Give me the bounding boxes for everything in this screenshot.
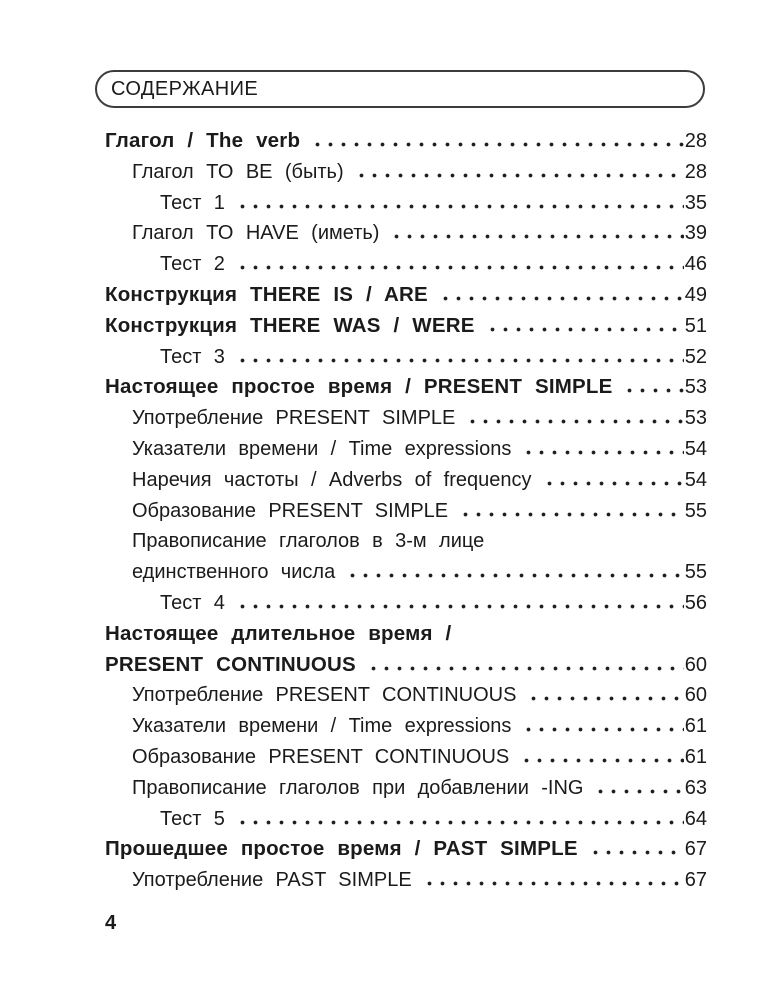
toc-entry	[105, 557, 707, 588]
toc-page-number: 51	[684, 314, 707, 337]
dot-leader	[621, 388, 683, 393]
toc-page-number: 35	[684, 191, 707, 214]
toc-entry-title: Тест 2	[160, 253, 225, 276]
dot-leader	[520, 727, 683, 732]
toc-entry-title: Тест 4	[160, 591, 225, 614]
toc-entry-title: Тест 1	[160, 191, 225, 214]
dot-leader	[464, 419, 683, 424]
dot-leader	[234, 204, 684, 209]
toc-entry-title: Указатели времени / Time expressions	[132, 715, 512, 738]
toc-page-number: 54	[684, 437, 707, 460]
toc-entry-title: Тест 3	[160, 345, 225, 368]
toc-entry	[105, 588, 707, 619]
toc-entry-title: Употребление PAST SIMPLE	[132, 869, 412, 892]
toc-entry	[105, 496, 707, 527]
toc-entry-title: Глагол TO HAVE (иметь)	[132, 222, 380, 245]
toc-page-number: 61	[684, 745, 707, 768]
dot-leader	[437, 296, 684, 301]
toc-entry	[105, 865, 707, 896]
contents-title: СОДЕРЖАНИЕ	[111, 77, 259, 100]
dot-leader	[592, 789, 683, 794]
toc-entry-title: Глагол TO BE (быть)	[132, 160, 344, 183]
dot-leader	[353, 173, 684, 178]
toc-entry	[105, 804, 707, 835]
toc-page-number: 55	[684, 561, 707, 584]
dot-leader	[520, 450, 683, 455]
dot-leader	[309, 142, 684, 147]
toc-entry-title: PRESENT CONTINUOUS	[105, 652, 356, 676]
folio-page-number: 4	[105, 912, 117, 934]
toc-entry-title: Правописание глаголов при добавлении -ING	[132, 776, 584, 799]
dot-leader	[457, 512, 684, 517]
toc-entry	[105, 680, 707, 711]
toc-entry	[105, 434, 707, 465]
toc-entry	[105, 311, 707, 342]
toc-page-number: 52	[684, 345, 707, 368]
dot-leader	[234, 604, 684, 609]
dot-leader	[234, 265, 684, 270]
toc-list	[105, 126, 707, 896]
toc-entry-title: Наречия частоты / Adverbs of frequency	[132, 468, 532, 491]
dot-leader	[541, 481, 684, 486]
toc-entry	[105, 218, 707, 249]
toc-page-number: 63	[684, 776, 707, 799]
toc-page-number: 55	[684, 499, 707, 522]
toc-entry	[105, 280, 707, 311]
toc-entry	[105, 711, 707, 742]
toc-entry-title: Употребление PRESENT CONTINUOUS	[132, 684, 517, 707]
toc-entry	[105, 742, 707, 773]
toc-entry-title: Образование PRESENT CONTINUOUS	[132, 745, 510, 768]
toc-entry	[105, 526, 707, 557]
dot-leader	[518, 758, 684, 763]
dot-leader	[421, 881, 684, 886]
toc-entry-title: Тест 5	[160, 807, 225, 830]
dot-leader	[234, 820, 684, 825]
toc-entry	[105, 249, 707, 280]
contents-header-box	[95, 70, 705, 108]
toc-entry-title: единственного числа	[132, 561, 336, 584]
toc-page-number: 64	[684, 807, 707, 830]
toc-entry-title: Настоящее длительное время /	[105, 621, 452, 645]
dot-leader	[525, 696, 683, 701]
dot-leader	[344, 573, 684, 578]
toc-entry-title: Употребление PRESENT SIMPLE	[132, 407, 456, 430]
toc-page-number: 28	[684, 130, 707, 152]
dot-leader	[587, 850, 684, 855]
toc-entry-title: Образование PRESENT SIMPLE	[132, 499, 449, 522]
toc-entry-title: Прошедшее простое время / PAST SIMPLE	[105, 837, 578, 861]
toc-page-number: 39	[684, 222, 707, 245]
toc-entry-title: Правописание глаголов в 3-м лице	[132, 530, 485, 553]
dot-leader	[388, 234, 683, 239]
toc-entry	[105, 465, 707, 496]
toc-entry	[105, 403, 707, 434]
toc-entry	[105, 834, 707, 865]
toc-page-number: 60	[684, 684, 707, 707]
toc-page-number: 49	[684, 283, 707, 306]
toc-entry-title: Конструкция THERE IS / ARE	[105, 282, 428, 306]
toc-page-number: 67	[684, 869, 707, 892]
toc-page-number: 67	[684, 838, 707, 861]
toc-entry-title: Настоящее простое время / PRESENT SIMPLE	[105, 375, 613, 399]
toc-page-number: 46	[684, 253, 707, 276]
toc-entry	[105, 342, 707, 373]
toc-entry	[105, 372, 707, 403]
toc-entry-title: Глагол / The verb	[105, 129, 301, 152]
toc-page-number: 56	[684, 591, 707, 614]
toc-entry	[105, 773, 707, 804]
toc-page-number: 53	[684, 407, 707, 430]
toc-entry	[105, 126, 707, 157]
toc-entry	[105, 188, 707, 219]
toc-page-number: 53	[684, 376, 707, 399]
dot-leader	[234, 358, 684, 363]
toc-entry-title: Конструкция THERE WAS / WERE	[105, 313, 475, 337]
toc-entry	[105, 650, 707, 681]
toc-entry	[105, 619, 707, 650]
toc-page-number: 60	[684, 653, 707, 676]
toc-page-number: 54	[684, 468, 707, 491]
toc-entry-title: Указатели времени / Time expressions	[132, 437, 512, 460]
toc-page-number: 28	[684, 160, 707, 183]
dot-leader	[365, 666, 684, 671]
toc-page-number: 61	[684, 715, 707, 738]
dot-leader	[484, 327, 684, 332]
toc-entry	[105, 157, 707, 188]
